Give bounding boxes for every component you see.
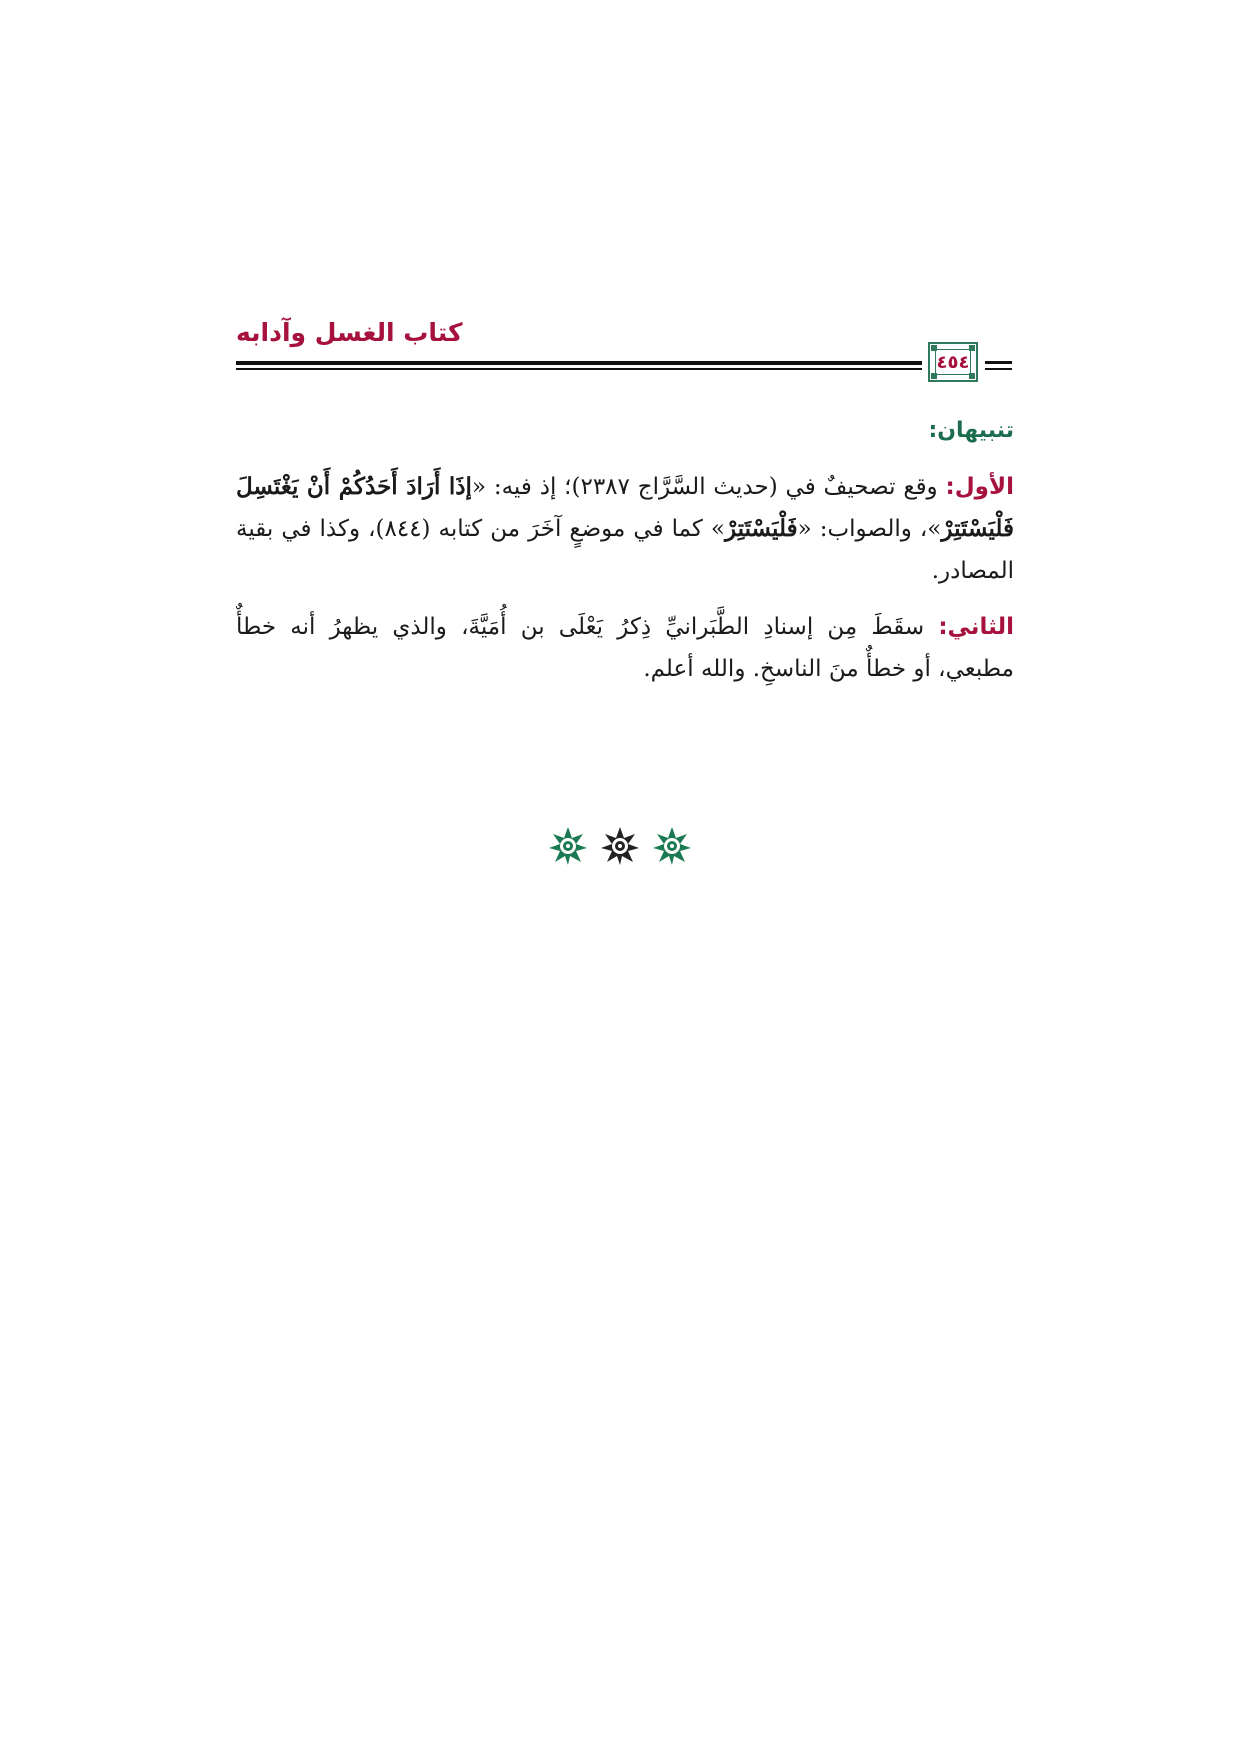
note-text: وقع تصحيفٌ في (حديث السَّرَّاج ٢٣٨٧)؛ إذ فيه: «	[471, 474, 946, 500]
note-text: سقَطَ مِن إسنادِ الطَّبَرانيِّ ذِكرُ يَعْلَى بن أُمَيَّةَ، والذي يظهرُ أنه خطأٌ مطبعي، أو خطأٌ منَ الناسخِ. والله أعلم.	[236, 614, 1014, 682]
page-header	[236, 318, 1012, 388]
note-text: »، والصواب: «	[797, 516, 942, 542]
hadith-quote: إذَا أَرَادَ أَحَدُكُمْ أَنْ يَغْتَسِلَ فَلْيَسْتَتِرْ	[236, 473, 1015, 542]
header-rule-right-thin	[985, 368, 1012, 370]
star-flower-ornament-icon	[600, 826, 640, 866]
note-lead: الثاني:	[938, 614, 1014, 640]
note-paragraph	[236, 466, 1014, 592]
corrected-word: فَلْيَسْتَتِرْ	[724, 515, 798, 542]
header-rule-thick	[236, 361, 922, 365]
header-rule-thin	[236, 368, 922, 370]
book-title: كتاب الغسل وآدابه	[236, 318, 463, 347]
section-heading: تنبيهان:	[928, 418, 1014, 443]
note-lead: الأول:	[945, 474, 1014, 500]
star-flower-ornament-icon	[652, 826, 692, 866]
note-text: » كما في موضعٍ آخَرَ من كتابه (٨٤٤)، وكذا في بقية المصادر.	[236, 516, 1014, 584]
page-number: ٤٥٤	[935, 349, 971, 375]
page-body	[236, 410, 1014, 704]
star-flower-ornament-icon	[548, 826, 588, 866]
note-paragraph	[236, 606, 1014, 690]
page-number-frame	[928, 342, 978, 382]
header-rule-right-thick	[985, 361, 1012, 364]
section-end-ornaments	[0, 826, 1240, 866]
